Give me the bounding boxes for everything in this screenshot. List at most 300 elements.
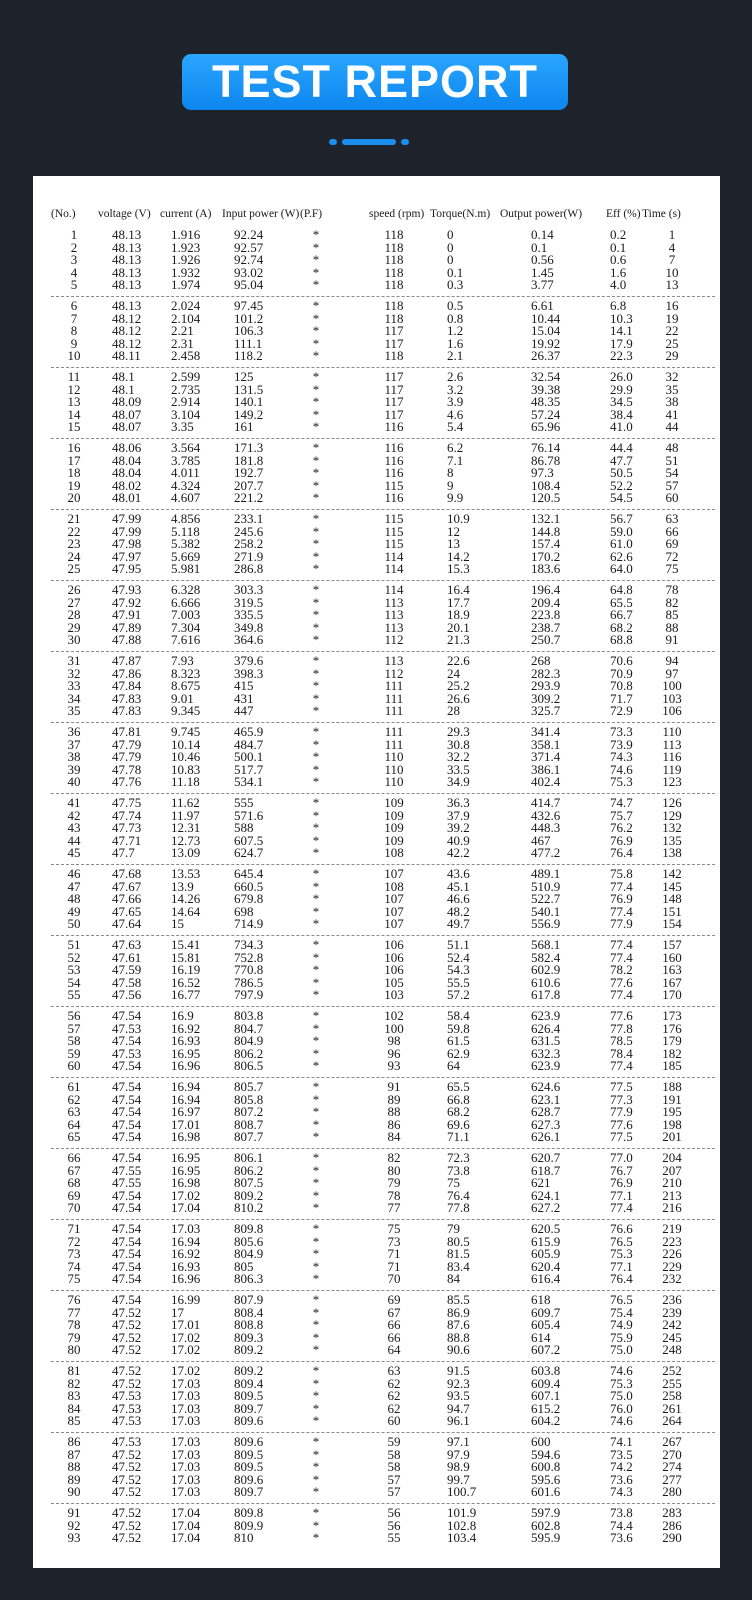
cell-current: 13.09	[171, 845, 201, 860]
cell-torque: 84	[447, 1271, 460, 1286]
cell-speed: 115	[384, 536, 404, 551]
cell-pf: *	[312, 1292, 320, 1307]
cell-voltage: 48.13	[112, 264, 142, 280]
cell-input-power: 679.8	[234, 891, 264, 906]
cell-time: 223	[662, 1233, 682, 1249]
cell-eff: 1.6	[610, 264, 627, 280]
cell-input-power: 797.9	[234, 987, 264, 1002]
cell-voltage: 47.52	[112, 1484, 142, 1499]
cell-output-power: 371.4	[531, 749, 561, 764]
cell-no: 63	[67, 1104, 81, 1119]
cell-voltage: 48.09	[112, 394, 142, 409]
cell-no: 16	[67, 440, 81, 455]
cell-pf: *	[312, 1162, 320, 1178]
cell-no: 33	[67, 678, 81, 693]
cell-no: 55	[67, 987, 81, 1002]
cell-time: 160	[662, 949, 682, 965]
cell-time: 94	[665, 653, 679, 668]
cell-pf: *	[312, 866, 320, 881]
cell-current: 13.53	[171, 866, 201, 881]
cell-output-power: 595.6	[531, 1471, 561, 1487]
group-separator	[51, 793, 715, 794]
cell-eff: 59.0	[610, 523, 633, 539]
cell-speed: 75	[387, 1221, 401, 1236]
cell-time: 264	[662, 1413, 682, 1428]
cell-voltage: 47.61	[112, 949, 142, 965]
cell-pf: *	[312, 490, 320, 505]
cell-speed: 109	[384, 795, 404, 810]
cell-speed: 88	[387, 1104, 401, 1119]
cell-output-power: 609.7	[531, 1304, 561, 1320]
cell-time: 151	[662, 903, 682, 919]
cell-no: 30	[67, 632, 81, 647]
cell-current: 16.94	[171, 1233, 201, 1249]
cell-voltage: 47.71	[112, 832, 142, 848]
cell-time: 198	[662, 1116, 682, 1132]
cell-speed: 111	[384, 736, 404, 752]
cell-no: 86	[67, 1434, 81, 1449]
header-speed: speed (rpm)	[369, 208, 425, 220]
cell-time: 41	[665, 406, 679, 422]
cell-output-power: 238.7	[531, 619, 561, 635]
cell-voltage: 47.87	[112, 653, 142, 668]
cell-time: 195	[662, 1104, 682, 1119]
cell-input-power: 181.8	[234, 452, 264, 468]
cell-pf: *	[312, 227, 320, 242]
cell-voltage: 47.54	[112, 1292, 142, 1307]
cell-torque: 85.5	[447, 1292, 470, 1307]
cell-current: 13.9	[171, 878, 194, 894]
cell-input-power: 161	[234, 419, 254, 434]
cell-pf: *	[312, 795, 320, 810]
cell-torque: 18.9	[447, 607, 470, 622]
cell-voltage: 47.54	[112, 1271, 142, 1286]
table-row	[33, 419, 720, 434]
table-row	[33, 916, 720, 931]
cell-input-power: 92.57	[234, 239, 264, 255]
cell-speed: 110	[384, 774, 404, 789]
cell-speed: 111	[384, 724, 404, 739]
cell-voltage: 48.13	[112, 227, 142, 242]
cell-input-power: 555	[234, 795, 254, 810]
cell-torque: 83.4	[447, 1258, 470, 1274]
dot-center	[342, 139, 396, 145]
cell-input-power: 465.9	[234, 724, 264, 739]
cell-input-power: 349.8	[234, 619, 264, 635]
cell-voltage: 47.53	[112, 1413, 142, 1428]
cell-input-power: 571.6	[234, 807, 264, 823]
cell-pf: *	[312, 1363, 320, 1378]
cell-output-power: 477.2	[531, 845, 561, 860]
cell-eff: 74.6	[610, 1413, 633, 1428]
cell-current: 16.95	[171, 1162, 201, 1178]
cell-output-power: 618.7	[531, 1162, 561, 1178]
cell-eff: 76.5	[610, 1233, 633, 1249]
cell-no: 39	[67, 761, 81, 777]
cell-pf: *	[312, 1484, 320, 1499]
cell-voltage: 47.52	[112, 1329, 142, 1345]
cell-current: 16.19	[171, 962, 201, 977]
cell-current: 7.93	[171, 653, 194, 668]
cell-pf: *	[312, 561, 320, 576]
cell-no: 47	[67, 878, 81, 894]
cell-input-power: 809.5	[234, 1388, 264, 1403]
cell-current: 17.04	[171, 1505, 201, 1520]
cell-no: 67	[67, 1162, 81, 1178]
cell-torque: 66.8	[447, 1091, 470, 1107]
cell-eff: 77.6	[610, 974, 633, 990]
cell-time: 182	[662, 1045, 682, 1061]
cell-no: 59	[67, 1045, 81, 1061]
cell-eff: 68.2	[610, 619, 633, 635]
cell-torque: 7.1	[447, 452, 464, 468]
cell-voltage: 47.52	[112, 1375, 142, 1391]
cell-no: 80	[67, 1342, 81, 1357]
cell-speed: 62	[387, 1400, 401, 1416]
cell-eff: 77.4	[610, 903, 633, 919]
cell-no: 79	[67, 1329, 81, 1345]
cell-no: 62	[67, 1091, 81, 1107]
cell-current: 2.458	[171, 348, 201, 363]
cell-no: 90	[67, 1484, 81, 1499]
header-current: current (A)	[160, 208, 212, 220]
cell-input-power: 786.5	[234, 974, 264, 990]
cell-output-power: 617.8	[531, 987, 561, 1002]
cell-eff: 76.9	[610, 891, 633, 906]
cell-output-power: 522.7	[531, 891, 561, 906]
cell-speed: 113	[384, 619, 404, 635]
cell-speed: 80	[387, 1162, 401, 1178]
cell-no: 23	[67, 536, 81, 551]
cell-output-power: 603.8	[531, 1363, 561, 1378]
cell-output-power: 624.1	[531, 1187, 561, 1203]
cell-input-power: 534.1	[234, 774, 264, 789]
cell-speed: 63	[387, 1363, 401, 1378]
cell-current: 9.745	[171, 724, 201, 739]
cell-input-power: 645.4	[234, 866, 264, 881]
cell-pf: *	[312, 1375, 320, 1391]
cell-speed: 113	[384, 607, 404, 622]
cell-eff: 77.4	[610, 949, 633, 965]
cell-speed: 114	[384, 548, 404, 564]
cell-eff: 54.5	[610, 490, 633, 505]
cell-torque: 12	[447, 523, 460, 539]
cell-pf: *	[312, 1517, 320, 1533]
cell-input-power: 809.5	[234, 1459, 264, 1474]
cell-current: 2.31	[171, 335, 194, 351]
cell-output-power: 48.35	[531, 394, 561, 409]
cell-input-power: 805.8	[234, 1091, 264, 1107]
cell-current: 4.856	[171, 511, 201, 526]
cell-output-power: 309.2	[531, 690, 561, 706]
cell-current: 2.104	[171, 310, 201, 326]
cell-speed: 58	[387, 1446, 401, 1462]
cell-torque: 0.1	[447, 264, 464, 280]
cell-input-power: 303.3	[234, 582, 264, 597]
cell-input-power: 92.24	[234, 227, 264, 242]
cell-eff: 74.4	[610, 1517, 633, 1533]
cell-speed: 56	[387, 1505, 401, 1520]
cell-output-power: 624.6	[531, 1079, 561, 1094]
cell-current: 16.94	[171, 1079, 201, 1094]
cell-output-power: 325.7	[531, 703, 561, 718]
cell-pf: *	[312, 761, 320, 777]
cell-pf: *	[312, 1020, 320, 1036]
cell-time: 32	[665, 369, 679, 384]
cell-voltage: 47.66	[112, 891, 142, 906]
cell-voltage: 47.7	[112, 845, 135, 860]
cell-time: 142	[662, 866, 682, 881]
cell-input-power: 809.6	[234, 1413, 264, 1428]
cell-pf: *	[312, 619, 320, 635]
cell-output-power: 601.6	[531, 1484, 561, 1499]
cell-speed: 69	[387, 1292, 401, 1307]
cell-no: 36	[67, 724, 81, 739]
cell-time: 57	[665, 477, 679, 493]
cell-time: 255	[662, 1375, 682, 1391]
cell-eff: 41.0	[610, 419, 633, 434]
cell-time: 170	[662, 987, 682, 1002]
cell-pf: *	[312, 252, 320, 267]
cell-pf: *	[312, 1258, 320, 1274]
cell-input-power: 804.7	[234, 1020, 264, 1036]
cell-pf: *	[312, 406, 320, 422]
cell-output-power: 86.78	[531, 452, 561, 468]
cell-pf: *	[312, 749, 320, 764]
cell-speed: 89	[387, 1091, 401, 1107]
cell-pf: *	[312, 962, 320, 977]
cell-torque: 87.6	[447, 1317, 470, 1332]
cell-voltage: 47.54	[112, 1008, 142, 1023]
group-separator	[51, 1077, 715, 1078]
cell-current: 15.81	[171, 949, 201, 965]
cell-eff: 68.8	[610, 632, 633, 647]
cell-input-power: 95.04	[234, 277, 264, 292]
cell-current: 16.94	[171, 1091, 201, 1107]
cell-time: 239	[662, 1304, 682, 1320]
cell-torque: 90.6	[447, 1342, 470, 1357]
cell-voltage: 47.74	[112, 807, 142, 823]
cell-output-power: 614	[531, 1329, 551, 1345]
cell-output-power: 39.38	[531, 381, 561, 397]
cell-output-power: 26.37	[531, 348, 561, 363]
cell-current: 17.02	[171, 1187, 201, 1203]
cell-input-power: 803.8	[234, 1008, 264, 1023]
cell-pf: *	[312, 277, 320, 292]
cell-eff: 4.0	[610, 277, 627, 292]
cell-current: 17.03	[171, 1388, 201, 1403]
cell-input-power: 484.7	[234, 736, 264, 752]
cell-no: 41	[67, 795, 81, 810]
cell-input-power: 106.3	[234, 323, 264, 338]
cell-time: 123	[662, 774, 682, 789]
cell-speed: 105	[384, 974, 404, 990]
cell-torque: 1.2	[447, 323, 464, 338]
cell-input-power: 809.2	[234, 1342, 264, 1357]
cell-eff: 74.3	[610, 749, 633, 764]
cell-output-power: 602.8	[531, 1517, 561, 1533]
cell-pf: *	[312, 335, 320, 351]
group-separator	[51, 1503, 715, 1504]
cell-voltage: 47.53	[112, 1045, 142, 1061]
cell-speed: 70	[387, 1271, 401, 1286]
header-torque: Torque(N.m)	[430, 208, 491, 220]
cell-no: 2	[70, 239, 78, 255]
cell-speed: 57	[387, 1484, 401, 1499]
cell-current: 1.923	[171, 239, 201, 255]
cell-voltage: 48.07	[112, 406, 142, 422]
cell-voltage: 47.65	[112, 903, 142, 919]
cell-output-power: 3.77	[531, 277, 554, 292]
cell-speed: 117	[384, 394, 404, 409]
cell-torque: 8	[447, 465, 454, 480]
cell-output-power: 268	[531, 653, 551, 668]
cell-no: 8	[70, 323, 78, 338]
cell-pf: *	[312, 440, 320, 455]
cell-no: 64	[67, 1116, 81, 1132]
cell-output-power: 540.1	[531, 903, 561, 919]
cell-output-power: 631.5	[531, 1033, 561, 1048]
cell-speed: 66	[387, 1317, 401, 1332]
cell-torque: 17.7	[447, 594, 470, 610]
dot-right	[401, 139, 409, 145]
cell-no: 57	[67, 1020, 81, 1036]
cell-no: 46	[67, 866, 81, 881]
cell-output-power: 604.2	[531, 1413, 561, 1428]
cell-speed: 71	[387, 1246, 401, 1261]
cell-no: 66	[67, 1150, 81, 1165]
cell-time: 10	[665, 264, 679, 280]
cell-current: 2.599	[171, 369, 201, 384]
cell-pf: *	[312, 310, 320, 326]
cell-torque: 64	[447, 1058, 460, 1073]
cell-no: 19	[67, 477, 81, 493]
table-row	[33, 490, 720, 505]
cell-no: 52	[67, 949, 81, 965]
cell-eff: 77.5	[610, 1129, 633, 1144]
cell-current: 6.328	[171, 582, 201, 597]
cell-pf: *	[312, 1271, 320, 1286]
cell-pf: *	[312, 774, 320, 789]
cell-input-power: 245.6	[234, 523, 264, 539]
cell-current: 15.41	[171, 937, 201, 952]
cell-time: 38	[665, 394, 679, 409]
cell-voltage: 47.53	[112, 1020, 142, 1036]
cell-no: 58	[67, 1033, 81, 1048]
cell-input-power: 286.8	[234, 561, 264, 576]
cell-voltage: 47.54	[112, 1258, 142, 1274]
cell-voltage: 47.53	[112, 1388, 142, 1403]
cell-input-power: 806.2	[234, 1162, 264, 1178]
cell-torque: 10.9	[447, 511, 470, 526]
cell-time: 226	[662, 1246, 682, 1261]
cell-current: 16.52	[171, 974, 201, 990]
cell-input-power: 752.8	[234, 949, 264, 965]
cell-input-power: 734.3	[234, 937, 264, 952]
cell-time: 216	[662, 1200, 682, 1215]
cell-speed: 118	[384, 239, 404, 255]
cell-time: 82	[665, 594, 679, 610]
cell-input-power: 714.9	[234, 916, 264, 931]
cell-torque: 34.9	[447, 774, 470, 789]
cell-no: 27	[67, 594, 81, 610]
cell-output-power: 467	[531, 832, 551, 848]
cell-current: 17.03	[171, 1471, 201, 1487]
cell-no: 14	[67, 406, 81, 422]
cell-pf: *	[312, 1045, 320, 1061]
cell-speed: 111	[384, 703, 404, 718]
cell-speed: 116	[384, 490, 404, 505]
cell-output-power: 120.5	[531, 490, 561, 505]
header-no: (No.)	[51, 208, 76, 220]
cell-time: 1	[668, 227, 676, 242]
cell-eff: 17.9	[610, 335, 633, 351]
cell-speed: 93	[387, 1058, 401, 1073]
cell-pf: *	[312, 511, 320, 526]
cell-input-power: 97.45	[234, 298, 264, 313]
cell-eff: 76.4	[610, 845, 633, 860]
cell-input-power: 379.6	[234, 653, 264, 668]
cell-voltage: 47.52	[112, 1505, 142, 1520]
cell-eff: 29.9	[610, 381, 633, 397]
cell-input-power: 398.3	[234, 665, 264, 681]
cell-torque: 9	[447, 477, 454, 493]
cell-pf: *	[312, 419, 320, 434]
cell-eff: 77.4	[610, 1058, 633, 1073]
cell-output-power: 621	[531, 1175, 551, 1190]
cell-torque: 20.1	[447, 619, 470, 635]
cell-torque: 28	[447, 703, 460, 718]
cell-eff: 10.3	[610, 310, 633, 326]
cell-input-power: 149.2	[234, 406, 264, 422]
cell-speed: 107	[384, 916, 404, 931]
cell-input-power: 809.3	[234, 1329, 264, 1345]
cell-no: 81	[67, 1363, 81, 1378]
cell-voltage: 47.75	[112, 795, 142, 810]
cell-current: 10.46	[171, 749, 201, 764]
cell-voltage: 47.95	[112, 561, 142, 576]
cell-output-power: 626.4	[531, 1020, 561, 1036]
cell-voltage: 47.76	[112, 774, 142, 789]
cell-time: 270	[662, 1446, 682, 1462]
cell-torque: 96.1	[447, 1413, 470, 1428]
cell-current: 16.95	[171, 1150, 201, 1165]
cell-output-power: 626.1	[531, 1129, 561, 1144]
cell-no: 18	[67, 465, 81, 480]
cell-voltage: 48.1	[112, 381, 135, 397]
cell-pf: *	[312, 1187, 320, 1203]
cell-input-power: 233.1	[234, 511, 264, 526]
cell-torque: 51.1	[447, 937, 470, 952]
cell-speed: 77	[387, 1200, 401, 1215]
cell-current: 17.02	[171, 1363, 201, 1378]
cell-speed: 103	[384, 987, 404, 1002]
cell-eff: 75.3	[610, 774, 633, 789]
cell-eff: 70.8	[610, 678, 633, 693]
cell-torque: 2.1	[447, 348, 464, 363]
cell-voltage: 48.13	[112, 252, 142, 267]
cell-output-power: 223.8	[531, 607, 561, 622]
cell-eff: 76.9	[610, 1175, 633, 1190]
cell-speed: 55	[387, 1530, 401, 1545]
cell-input-power: 810.2	[234, 1200, 264, 1215]
cell-current: 4.607	[171, 490, 201, 505]
cell-pf: *	[312, 1434, 320, 1449]
cell-voltage: 48.12	[112, 335, 142, 351]
cell-output-power: 607.2	[531, 1342, 561, 1357]
cell-speed: 78	[387, 1187, 401, 1203]
cell-current: 16.96	[171, 1271, 201, 1286]
